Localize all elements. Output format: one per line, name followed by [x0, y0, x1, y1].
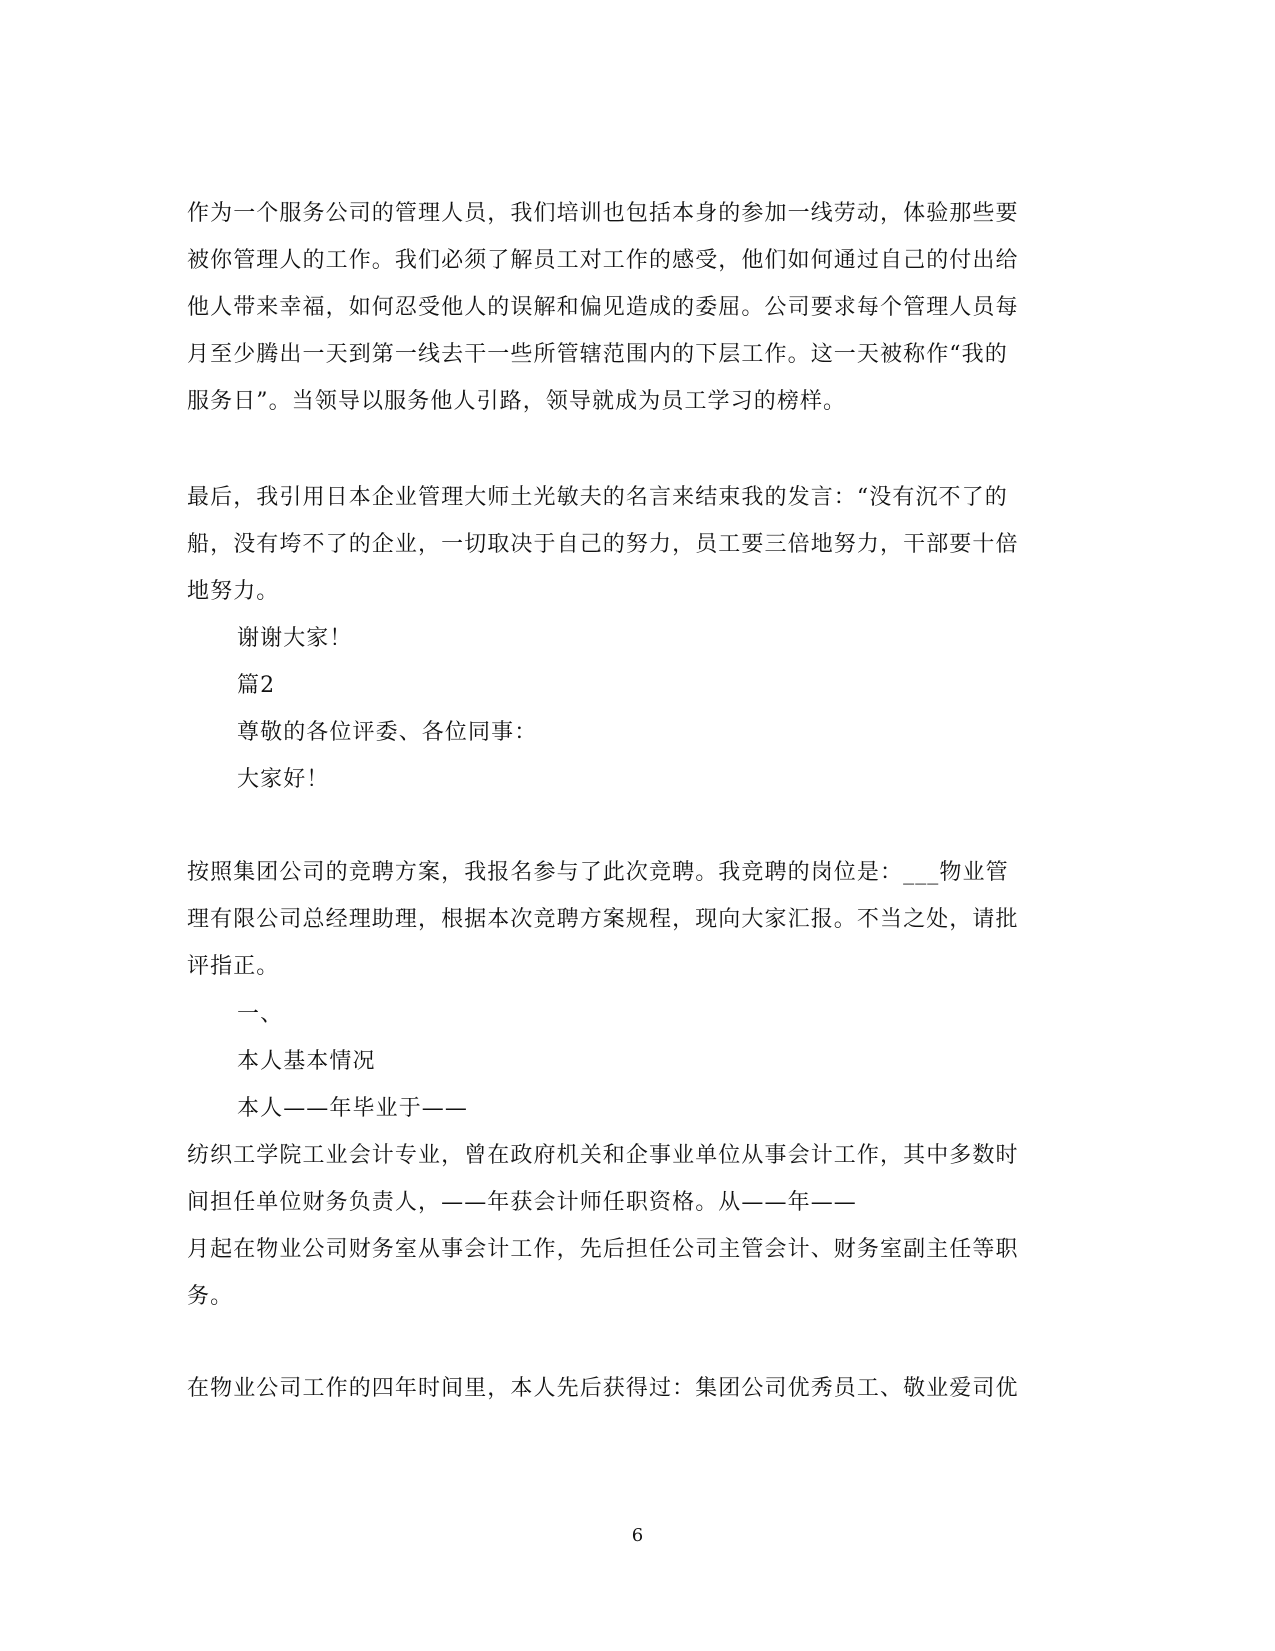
basic-info-title: 本人基本情况: [237, 1049, 376, 1074]
text-line: 船，没有垮不了的企业，一切取决于自己的努力，员工要三倍地努力，干部要十倍: [187, 532, 1019, 557]
text-line: 被你管理人的工作。我们必须了解员工对工作的感受，他们如何通过自己的付出给: [187, 248, 1019, 273]
thanks-line: 谢谢大家！: [237, 626, 353, 651]
blank-field: ___: [903, 860, 940, 885]
paragraph-background: [187, 1132, 1087, 1320]
short-lines-group: [187, 615, 1087, 803]
basic-info-heading-group: [187, 991, 1087, 1132]
text-segment: 按照集团公司的竞聘方案，我报名参与了此次竞聘。我竞聘的岗位是：: [187, 860, 904, 885]
text-line: 务。: [187, 1284, 234, 1309]
text-line: 月至少腾出一天到第一线去干一些所管辖范围内的下层工作。这一天被称作“我的: [187, 342, 1008, 367]
paragraph-closing-quote: [187, 474, 1087, 615]
text-line: 服务日”。当领导以服务他人引路，领导就成为员工学习的榜样。: [187, 389, 847, 414]
text-line: 在物业公司工作的四年时间里，本人先后获得过：集团公司优秀员工、敬业爱司优: [187, 1376, 1019, 1401]
text-line: 纺织工学院工业会计专业，曾在政府机关和企事业单位从事会计工作，其中多数时: [187, 1143, 1019, 1168]
text-line: 最后，我引用日本企业管理大师土光敏夫的名言来结束我的发言：“没有沉不了的: [187, 485, 1008, 510]
salutation-line: 尊敬的各位评委、各位同事：: [237, 720, 538, 745]
text-line: 月起在物业公司财务室从事会计工作，先后担任公司主管会计、财务室副主任等职: [187, 1237, 1019, 1262]
text-segment: 物业管: [939, 860, 1009, 885]
text-line: 作为一个服务公司的管理人员，我们培训也包括本身的参加一线劳动，体验那些要: [187, 201, 1019, 226]
paragraph-awards: [187, 1365, 1087, 1412]
basic-info-line: 本人——年毕业于——: [237, 1096, 469, 1121]
page-number: 6: [631, 1525, 644, 1546]
text-line: 理有限公司总经理助理，根据本次竞聘方案规程，现向大家汇报。不当之处，请批: [187, 907, 1019, 932]
text-line: 评指正。: [187, 954, 280, 979]
paragraph-application: [187, 849, 1087, 990]
section-title: 篇2: [237, 673, 276, 698]
paragraph-training: [187, 190, 1087, 425]
greeting-line: 大家好！: [237, 767, 330, 792]
text-line: 他人带来幸福，如何忍受他人的误解和偏见造成的委屈。公司要求每个管理人员每: [187, 295, 1019, 320]
text-line: 间担任单位财务负责人，——年获会计师任职资格。从——年——: [187, 1190, 857, 1215]
text-line: 地努力。: [187, 579, 280, 604]
numeral-heading: 一、: [237, 1002, 284, 1027]
text-line: [187, 849, 1087, 896]
